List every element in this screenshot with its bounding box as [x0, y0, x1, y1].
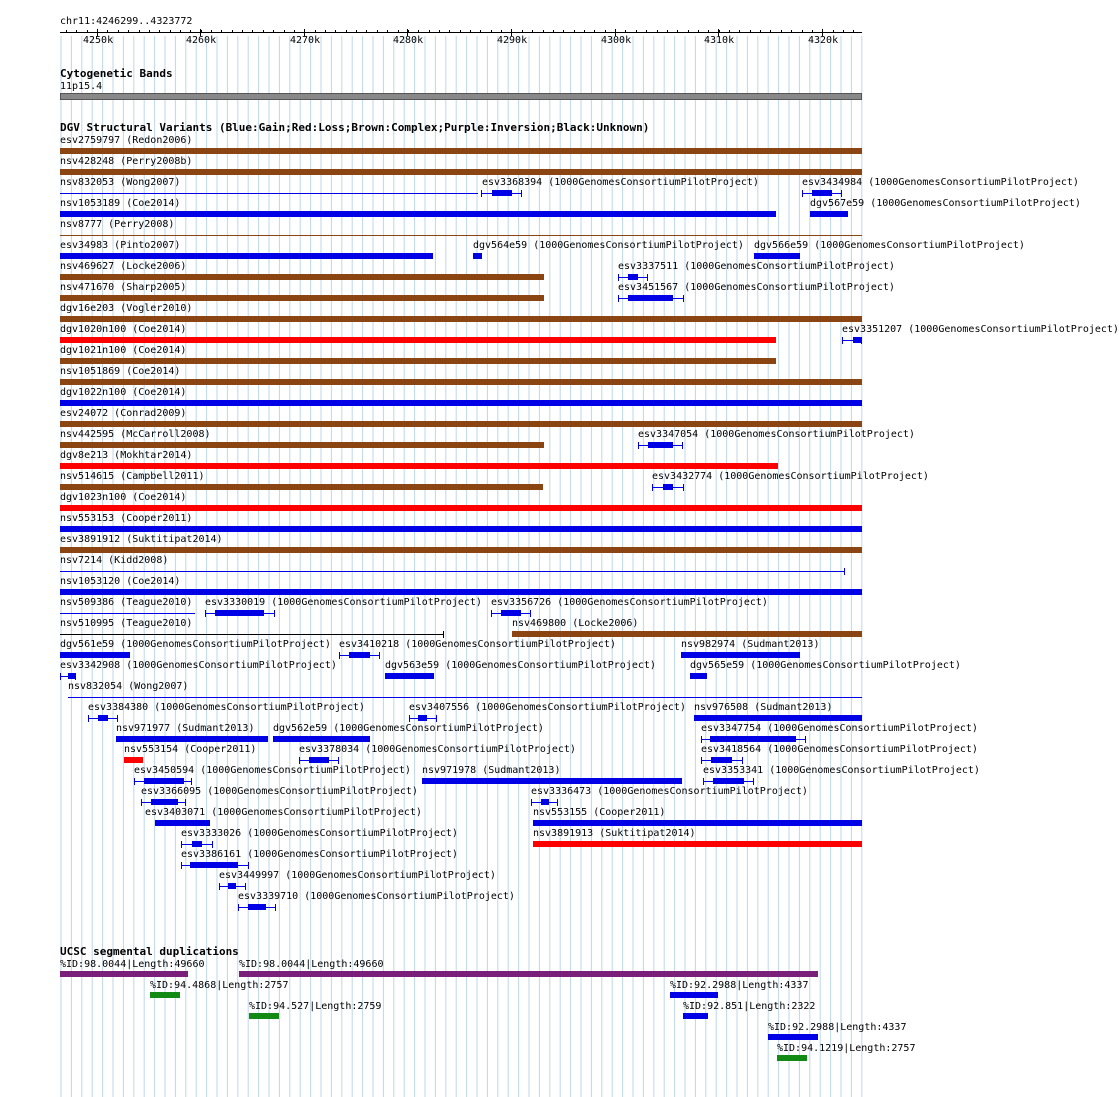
ruler-minor-tick	[107, 30, 108, 33]
ruler-minor-tick	[335, 30, 336, 33]
dgv-end-cap	[191, 778, 192, 785]
ruler-tick-label: 4320k	[808, 35, 839, 46]
dgv-feature-core[interactable]	[248, 904, 266, 910]
ruler-minor-tick	[708, 30, 709, 33]
dgv-feature-bar[interactable]	[810, 211, 848, 217]
dgv-label[interactable]: nsv832054 (Wong2007)	[68, 681, 189, 692]
dgv-label[interactable]: nsv509386 (Teague2010)	[60, 597, 193, 608]
dgv-label[interactable]: nsv7214 (Kidd2008)	[60, 555, 169, 566]
dgv-feature-bar[interactable]	[681, 652, 800, 658]
dgv-end-cap	[275, 904, 276, 911]
ruler-minor-tick	[615, 30, 616, 33]
ruler-minor-tick	[304, 30, 305, 33]
ruler-minor-tick	[118, 30, 119, 33]
dgv-label[interactable]: nsv514615 (Campbell2011)	[60, 471, 205, 482]
ruler-minor-tick	[843, 30, 844, 33]
dgv-end-cap	[753, 778, 754, 785]
dgv-feature-core[interactable]	[192, 841, 202, 847]
ruler-minor-tick	[221, 30, 222, 33]
ruler-minor-tick	[128, 30, 129, 33]
dgv-feature-bar[interactable]	[60, 589, 862, 595]
dgv-end-cap	[338, 757, 339, 764]
dgv-end-cap	[339, 652, 340, 659]
dgv-feature-bar[interactable]	[60, 547, 862, 553]
dgv-feature-bar[interactable]	[60, 148, 862, 154]
ruler-minor-tick	[688, 30, 689, 33]
dgv-feature-bar[interactable]	[60, 379, 862, 385]
segdup-feature-bar[interactable]	[777, 1055, 807, 1061]
ruler-minor-tick	[480, 30, 481, 33]
ruler-minor-tick	[853, 30, 854, 33]
dgv-feature-bar[interactable]	[385, 673, 434, 679]
dgv-feature-bar[interactable]	[60, 484, 543, 490]
dgv-feature-bar[interactable]	[533, 820, 862, 826]
dgv-feature-core[interactable]	[144, 778, 184, 784]
dgv-end-cap	[618, 274, 619, 281]
dgv-feature-bar[interactable]	[60, 526, 862, 532]
dgv-feature-bar[interactable]	[60, 652, 130, 658]
ruler-minor-tick	[460, 30, 461, 33]
dgv-feature-core[interactable]	[190, 862, 238, 868]
dgv-feature-core[interactable]	[812, 190, 832, 196]
ruler-minor-tick	[263, 30, 264, 33]
dgv-feature-bar[interactable]	[273, 736, 370, 742]
dgv-end-cap	[530, 610, 531, 617]
dgv-feature-bar[interactable]	[754, 253, 800, 259]
dgv-span-line[interactable]	[60, 193, 478, 194]
dgv-label[interactable]: esv3410218 (1000GenomesConsortiumPilotProject)	[339, 639, 616, 650]
dgv-label[interactable]: esv3336473 (1000GenomesConsortiumPilotProject)	[531, 786, 808, 797]
ruler-minor-tick	[553, 30, 554, 33]
dgv-feature-core[interactable]	[309, 757, 329, 763]
dgv-feature-core[interactable]	[349, 652, 370, 658]
dgv-label[interactable]: esv3368394 (1000GenomesConsortiumPilotProject)	[482, 177, 759, 188]
dgv-end-cap	[638, 442, 639, 449]
dgv-label[interactable]: dgv565e59 (1000GenomesConsortiumPilotProject)	[690, 660, 961, 671]
dgv-feature-core[interactable]	[541, 799, 549, 805]
dgv-feature-core[interactable]	[228, 883, 236, 889]
dgv-feature-bar[interactable]	[60, 400, 862, 406]
dgv-label[interactable]: nsv3891913 (Suktitipat2014)	[533, 828, 696, 839]
ruler-minor-tick	[387, 30, 388, 33]
dgv-feature-core[interactable]	[663, 484, 673, 490]
ruler-minor-tick	[501, 30, 502, 33]
segdup-label[interactable]: %ID:94.527|Length:2759	[249, 1001, 382, 1012]
ruler-tick-label: 4310k	[704, 35, 735, 46]
dgv-feature-bar[interactable]	[512, 631, 862, 637]
ruler-minor-tick	[418, 30, 419, 33]
ruler-minor-tick	[657, 30, 658, 33]
ruler-position-label: chr11:4246299..4323772	[60, 16, 193, 27]
dgv-label[interactable]: esv3407556 (1000GenomesConsortiumPilotProject)	[409, 702, 686, 713]
dgv-label[interactable]: esv3339710 (1000GenomesConsortiumPilotProject)	[238, 891, 515, 902]
dgv-label[interactable]: nsv553155 (Cooper2011)	[533, 807, 666, 818]
dgv-feature-core[interactable]	[215, 610, 264, 616]
dgv-label[interactable]: dgv562e59 (1000GenomesConsortiumPilotProject)	[273, 723, 544, 734]
dgv-end-cap	[703, 778, 704, 785]
dgv-label[interactable]: dgv561e59 (1000GenomesConsortiumPilotProject)	[60, 639, 331, 650]
dgv-label[interactable]: esv3449997 (1000GenomesConsortiumPilotProject)	[219, 870, 496, 881]
ruler-minor-tick	[511, 30, 512, 33]
dgv-feature-core[interactable]	[648, 442, 673, 448]
dgv-end-cap	[219, 883, 220, 890]
dgv-feature-core[interactable]	[501, 610, 521, 616]
dgv-feature-core[interactable]	[68, 673, 76, 679]
segdup-feature-bar[interactable]	[249, 1013, 279, 1019]
dgv-feature-bar[interactable]	[60, 421, 862, 427]
segdup-label[interactable]: %ID:92.2988|Length:4337	[768, 1022, 907, 1033]
dgv-feature-bar[interactable]	[60, 169, 862, 175]
segdup-title: UCSC segmental duplications	[60, 945, 239, 958]
ruler-minor-tick	[605, 30, 606, 33]
dgv-end-cap	[436, 715, 437, 722]
dgv-feature-bar[interactable]	[690, 673, 707, 679]
dgv-end-cap	[245, 883, 246, 890]
dgv-label[interactable]: nsv553154 (Cooper2011)	[124, 744, 257, 755]
dgv-label[interactable]: esv3432774 (1000GenomesConsortiumPilotProject)	[652, 471, 929, 482]
ruler-minor-tick	[377, 30, 378, 33]
ruler-minor-tick	[201, 30, 202, 33]
dgv-label[interactable]: esv3347754 (1000GenomesConsortiumPilotProject)	[701, 723, 978, 734]
dgv-end-cap	[701, 736, 702, 743]
dgv-label[interactable]: nsv442595 (McCarroll2008)	[60, 429, 211, 440]
dgv-feature-bar[interactable]	[60, 358, 776, 364]
dgv-label[interactable]: esv34983 (Pinto2007)	[60, 240, 181, 251]
dgv-end-cap	[683, 484, 684, 491]
dgv-feature-bar[interactable]	[533, 841, 862, 847]
ruler-minor-tick	[294, 30, 295, 33]
dgv-title: DGV Structural Variants (Blue:Gain;Red:Loss;Brown:Complex;Purple:Inversion;Black:Unknown)	[60, 121, 650, 134]
ruler-minor-tick	[346, 30, 347, 33]
ruler-minor-tick	[232, 30, 233, 33]
dgv-label[interactable]: esv3347054 (1000GenomesConsortiumPilotProject)	[638, 429, 915, 440]
dgv-label[interactable]: nsv8777 (Perry2008)	[60, 219, 175, 230]
segdup-feature-bar[interactable]	[239, 971, 818, 977]
ruler-tick-label: 4270k	[290, 35, 321, 46]
dgv-label[interactable]: esv3378034 (1000GenomesConsortiumPilotProject)	[299, 744, 576, 755]
dgv-feature-bar[interactable]	[124, 757, 143, 763]
ruler-minor-tick	[563, 30, 564, 33]
segdup-label[interactable]: %ID:94.4868|Length:2757	[150, 980, 289, 991]
dgv-label[interactable]: esv3342908 (1000GenomesConsortiumPilotProject)	[60, 660, 337, 671]
dgv-feature-bar[interactable]	[155, 820, 210, 826]
ruler-minor-tick	[159, 30, 160, 33]
ruler-minor-tick	[802, 30, 803, 33]
dgv-end-cap	[274, 610, 275, 617]
dgv-end-cap	[491, 610, 492, 617]
dgv-end-cap	[134, 778, 135, 785]
dgv-feature-bar[interactable]	[473, 253, 482, 259]
dgv-feature-core[interactable]	[853, 337, 862, 343]
dgv-end-cap	[652, 484, 653, 491]
ruler-minor-tick	[781, 30, 782, 33]
dgv-end-cap	[60, 673, 61, 680]
dgv-label[interactable]: esv3434984 (1000GenomesConsortiumPilotProject)	[802, 177, 1079, 188]
ruler-minor-tick	[139, 30, 140, 33]
ruler-minor-tick	[770, 30, 771, 33]
dgv-end-cap	[647, 274, 648, 281]
dgv-end-cap	[805, 736, 806, 743]
dgv-label[interactable]: dgv564e59 (1000GenomesConsortiumPilotProject)	[473, 240, 744, 251]
dgv-end-cap	[181, 841, 182, 848]
ruler-minor-tick	[625, 30, 626, 33]
dgv-label[interactable]: dgv16e203 (Vogler2010)	[60, 303, 193, 314]
ruler-minor-tick	[408, 30, 409, 33]
dgv-label[interactable]: nsv469800 (Locke2006)	[512, 618, 639, 629]
dgv-end-cap	[88, 715, 89, 722]
ruler-minor-tick	[76, 30, 77, 33]
dgv-feature-core[interactable]	[418, 715, 427, 721]
dgv-label[interactable]: nsv971977 (Sudmant2013)	[116, 723, 255, 734]
dgv-span-line[interactable]	[68, 697, 862, 698]
dgv-feature-bar[interactable]	[60, 316, 862, 322]
ruler-minor-tick	[470, 30, 471, 33]
dgv-feature-core[interactable]	[711, 757, 732, 763]
dgv-label[interactable]: nsv469627 (Locke2006)	[60, 261, 187, 272]
dgv-label[interactable]: dgv1022n100 (Coe2014)	[60, 387, 187, 398]
dgv-label[interactable]: nsv982974 (Sudmant2013)	[681, 639, 820, 650]
ruler-minor-tick	[574, 30, 575, 33]
dgv-feature-bar[interactable]	[116, 736, 268, 742]
dgv-label[interactable]: nsv553153 (Cooper2011)	[60, 513, 193, 524]
dgv-label[interactable]: nsv832053 (Wong2007)	[60, 177, 181, 188]
ruler-minor-tick	[429, 30, 430, 33]
dgv-feature-bar[interactable]	[60, 274, 544, 280]
ruler-minor-tick	[698, 30, 699, 33]
ruler-minor-tick	[366, 30, 367, 33]
ruler-minor-tick	[325, 30, 326, 33]
dgv-end-cap	[844, 568, 845, 575]
ruler-minor-tick	[729, 30, 730, 33]
segdup-label[interactable]: %ID:98.0044|Length:49660	[239, 959, 384, 970]
ruler-minor-tick	[739, 30, 740, 33]
dgv-label[interactable]: nsv1053189 (Coe2014)	[60, 198, 181, 209]
dgv-label[interactable]: esv3337511 (1000GenomesConsortiumPilotProject)	[618, 261, 895, 272]
ruler-minor-tick	[211, 30, 212, 33]
ruler-minor-tick	[398, 30, 399, 33]
ruler-minor-tick	[594, 30, 595, 33]
dgv-feature-bar[interactable]	[60, 505, 862, 511]
ruler-tick-label: 4290k	[497, 35, 528, 46]
ruler-minor-tick	[636, 30, 637, 33]
segdup-feature-bar[interactable]	[768, 1034, 818, 1040]
dgv-label[interactable]: dgv567e59 (1000GenomesConsortiumPilotProject)	[810, 198, 1081, 209]
ruler-minor-tick	[822, 30, 823, 33]
dgv-end-cap	[212, 841, 213, 848]
dgv-feature-core[interactable]	[713, 778, 744, 784]
ruler-tick-label: 4280k	[393, 35, 424, 46]
dgv-label[interactable]: esv3353341 (1000GenomesConsortiumPilotProject)	[703, 765, 980, 776]
ruler-minor-tick	[252, 30, 253, 33]
dgv-end-cap	[409, 715, 410, 722]
dgv-label[interactable]: esv3330019 (1000GenomesConsortiumPilotProject)	[205, 597, 482, 608]
dgv-label[interactable]: esv3386161 (1000GenomesConsortiumPilotProject)	[181, 849, 458, 860]
ruler-minor-tick	[449, 30, 450, 33]
dgv-end-cap	[141, 799, 142, 806]
dgv-span-line[interactable]	[60, 571, 845, 572]
ruler-minor-tick	[66, 30, 67, 33]
dgv-label[interactable]: dgv1020n100 (Coe2014)	[60, 324, 187, 335]
dgv-feature-bar[interactable]	[60, 442, 544, 448]
dgv-end-cap	[443, 631, 444, 638]
dgv-end-cap	[238, 904, 239, 911]
dgv-label[interactable]: esv3418564 (1000GenomesConsortiumPilotProject)	[701, 744, 978, 755]
dgv-end-cap	[205, 610, 206, 617]
ruler-tick-label: 4250k	[83, 35, 114, 46]
dgv-label[interactable]: esv3403071 (1000GenomesConsortiumPilotProject)	[145, 807, 422, 818]
dgv-span-line[interactable]	[60, 613, 195, 614]
dgv-label[interactable]: nsv971978 (Sudmant2013)	[422, 765, 561, 776]
cytoband-bar[interactable]	[60, 93, 862, 100]
dgv-span-line[interactable]	[60, 634, 444, 635]
dgv-feature-core[interactable]	[492, 190, 512, 196]
ruler-minor-tick	[273, 30, 274, 33]
ruler-minor-tick	[760, 30, 761, 33]
ruler-minor-tick	[356, 30, 357, 33]
segdup-label[interactable]: %ID:92.851|Length:2322	[683, 1001, 816, 1012]
dgv-end-cap	[248, 862, 249, 869]
dgv-feature-core[interactable]	[628, 295, 673, 301]
ruler-minor-tick	[170, 30, 171, 33]
dgv-end-cap	[481, 190, 482, 197]
ruler-minor-tick	[833, 30, 834, 33]
dgv-end-cap	[531, 799, 532, 806]
ruler-minor-tick	[719, 30, 720, 33]
dgv-label[interactable]: nsv510995 (Teague2010)	[60, 618, 193, 629]
dgv-feature-bar[interactable]	[60, 463, 778, 469]
dgv-end-cap	[742, 757, 743, 764]
segdup-label[interactable]: %ID:98.0044|Length:49660	[60, 959, 205, 970]
dgv-end-cap	[117, 715, 118, 722]
segdup-feature-bar[interactable]	[150, 992, 180, 998]
dgv-label[interactable]: dgv8e213 (Mokhtar2014)	[60, 450, 193, 461]
segdup-feature-bar[interactable]	[60, 971, 188, 977]
ruler-minor-tick	[543, 30, 544, 33]
dgv-label[interactable]: esv3366095 (1000GenomesConsortiumPilotProject)	[141, 786, 418, 797]
dgv-span-line[interactable]	[60, 235, 862, 236]
cytoband-title: Cytogenetic Bands	[60, 67, 173, 80]
segdup-label[interactable]: %ID:94.1219|Length:2757	[777, 1043, 916, 1054]
dgv-label[interactable]: dgv566e59 (1000GenomesConsortiumPilotProject)	[754, 240, 1025, 251]
dgv-label[interactable]: nsv1053120 (Coe2014)	[60, 576, 181, 587]
ruler-tick-label: 4300k	[601, 35, 632, 46]
dgv-end-cap	[379, 652, 380, 659]
dgv-label[interactable]: esv24072 (Conrad2009)	[60, 408, 187, 419]
dgv-feature-core[interactable]	[98, 715, 108, 721]
dgv-label[interactable]: esv3351207 (1000GenomesConsortiumPilotProject)	[842, 324, 1119, 335]
dgv-label[interactable]: nsv471670 (Sharp2005)	[60, 282, 187, 293]
ruler-minor-tick	[677, 30, 678, 33]
dgv-label[interactable]: dgv1023n100 (Coe2014)	[60, 492, 187, 503]
dgv-label[interactable]: dgv1021n100 (Coe2014)	[60, 345, 187, 356]
ruler-tick-label: 4260k	[186, 35, 217, 46]
dgv-end-cap	[683, 295, 684, 302]
dgv-end-cap	[842, 337, 843, 344]
ruler-minor-tick	[667, 30, 668, 33]
dgv-label[interactable]: esv2759797 (Redon2006)	[60, 135, 193, 146]
dgv-label[interactable]: nsv976508 (Sudmant2013)	[694, 702, 833, 713]
dgv-end-cap	[557, 799, 558, 806]
dgv-feature-bar[interactable]	[422, 778, 682, 784]
cytoband-label: 11p15.4	[60, 81, 103, 92]
ruler-minor-tick	[646, 30, 647, 33]
ruler-minor-tick	[87, 30, 88, 33]
dgv-feature-bar[interactable]	[60, 337, 776, 343]
dgv-feature-bar[interactable]	[60, 295, 544, 301]
dgv-label[interactable]: esv3356726 (1000GenomesConsortiumPilotProject)	[491, 597, 768, 608]
ruler-minor-tick	[242, 30, 243, 33]
ruler-minor-tick	[315, 30, 316, 33]
dgv-feature-bar[interactable]	[694, 715, 862, 721]
dgv-label[interactable]: dgv563e59 (1000GenomesConsortiumPilotProject)	[385, 660, 656, 671]
ruler-minor-tick	[190, 30, 191, 33]
segdup-feature-bar[interactable]	[670, 992, 718, 998]
dgv-end-cap	[802, 190, 803, 197]
ruler-minor-tick	[491, 30, 492, 33]
dgv-end-cap	[299, 757, 300, 764]
ruler-minor-tick	[750, 30, 751, 33]
dgv-feature-core[interactable]	[628, 274, 638, 280]
dgv-label[interactable]: esv3333026 (1000GenomesConsortiumPilotProject)	[181, 828, 458, 839]
ruler-minor-tick	[791, 30, 792, 33]
dgv-end-cap	[181, 862, 182, 869]
dgv-label[interactable]: nsv1051869 (Coe2014)	[60, 366, 181, 377]
ruler-minor-tick	[812, 30, 813, 33]
dgv-feature-core[interactable]	[151, 799, 178, 805]
dgv-label[interactable]: esv3891912 (Suktitipat2014)	[60, 534, 223, 545]
dgv-end-cap	[185, 799, 186, 806]
dgv-end-cap	[682, 442, 683, 449]
dgv-end-cap	[841, 190, 842, 197]
dgv-feature-bar[interactable]	[60, 211, 776, 217]
ruler-minor-tick	[522, 30, 523, 33]
dgv-label[interactable]: esv3450594 (1000GenomesConsortiumPilotProject)	[134, 765, 411, 776]
ruler-minor-tick	[149, 30, 150, 33]
segdup-feature-bar[interactable]	[683, 1013, 708, 1019]
dgv-feature-bar[interactable]	[60, 253, 433, 259]
ruler-minor-tick	[439, 30, 440, 33]
ruler-minor-tick	[532, 30, 533, 33]
dgv-end-cap	[701, 757, 702, 764]
dgv-feature-core[interactable]	[710, 736, 796, 742]
ruler-minor-tick	[97, 30, 98, 33]
dgv-label[interactable]: esv3451567 (1000GenomesConsortiumPilotProject)	[618, 282, 895, 293]
dgv-end-cap	[618, 295, 619, 302]
ruler-minor-tick	[180, 30, 181, 33]
dgv-end-cap	[521, 190, 522, 197]
ruler-minor-tick	[284, 30, 285, 33]
ruler-minor-tick	[584, 30, 585, 33]
segdup-label[interactable]: %ID:92.2988|Length:4337	[670, 980, 809, 991]
dgv-label[interactable]: esv3384380 (1000GenomesConsortiumPilotProject)	[88, 702, 365, 713]
dgv-label[interactable]: nsv428248 (Perry2008b)	[60, 156, 193, 167]
